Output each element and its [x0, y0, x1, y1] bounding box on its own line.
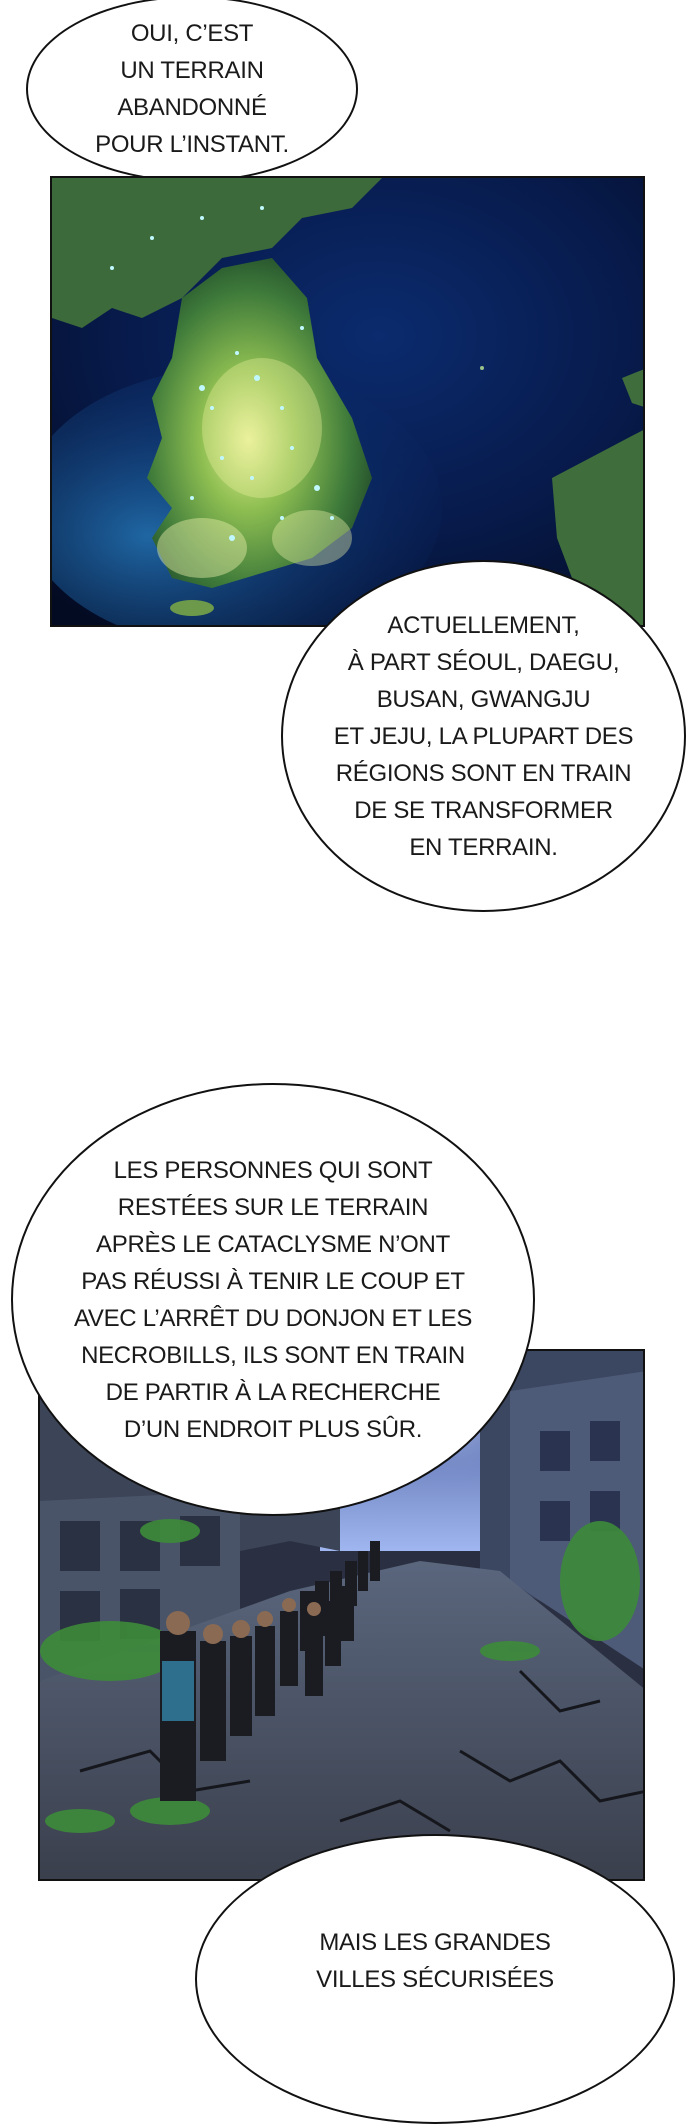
bubble-2-line: DE SE TRANSFORMER: [354, 796, 613, 824]
speech-bubble-3: [11, 1083, 535, 1516]
bubble-2-line: BUSAN, GWANGJU: [376, 685, 591, 713]
bubble-2-line: ACTUELLEMENT,: [387, 611, 580, 639]
satellite-map-panel: [50, 176, 645, 627]
bubble-3-line: APRÈS LE CATACLYSME N’ONT: [96, 1230, 450, 1258]
bubble-3-line: PAS RÉUSSI À TENIR LE COUP ET: [81, 1267, 465, 1295]
bubble-2-line: ET JEJU, LA PLUPART DES: [333, 722, 634, 750]
speech-bubble-1: [26, 0, 358, 182]
bubble-3-line: DE PARTIR À LA RECHERCHE: [105, 1378, 441, 1406]
bubble-3-line: D’UN ENDROIT PLUS SÛR.: [123, 1415, 423, 1443]
bubble-3-line: RESTÉES SUR LE TERRAIN: [117, 1193, 429, 1221]
satellite-map-image: [52, 178, 645, 627]
speech-bubble-2: [281, 560, 686, 912]
speech-bubble-3-text: [74, 1152, 472, 1448]
bubble-4-line: MAIS LES GRANDES: [319, 1929, 551, 1956]
speech-bubble-4: [195, 1834, 675, 2124]
speech-bubble-4-text: [316, 1924, 554, 1998]
bubble-3-line: NECROBILLS, ILS SONT EN TRAIN: [81, 1341, 465, 1369]
bubble-1-line: ABANDONNÉ: [117, 94, 267, 121]
bubble-4-line: VILLES SÉCURISÉES: [316, 1966, 554, 1993]
bubble-1-line: POUR L’INSTANT.: [95, 131, 289, 158]
bubble-2-line: EN TERRAIN.: [409, 833, 558, 861]
bubble-1-line: UN TERRAIN: [120, 57, 264, 84]
bubble-2-line: À PART SÉOUL, DAEGU,: [347, 648, 620, 676]
bubble-1-line: OUI, C’EST: [130, 20, 254, 47]
bubble-3-line: LES PERSONNES QUI SONT: [113, 1156, 433, 1184]
bubble-2-line: RÉGIONS SONT EN TRAIN: [335, 759, 632, 787]
speech-bubble-1-text: [95, 15, 289, 163]
bubble-3-line: AVEC L’ARRÊT DU DONJON ET LES: [73, 1304, 473, 1332]
speech-bubble-2-text: [334, 607, 633, 866]
